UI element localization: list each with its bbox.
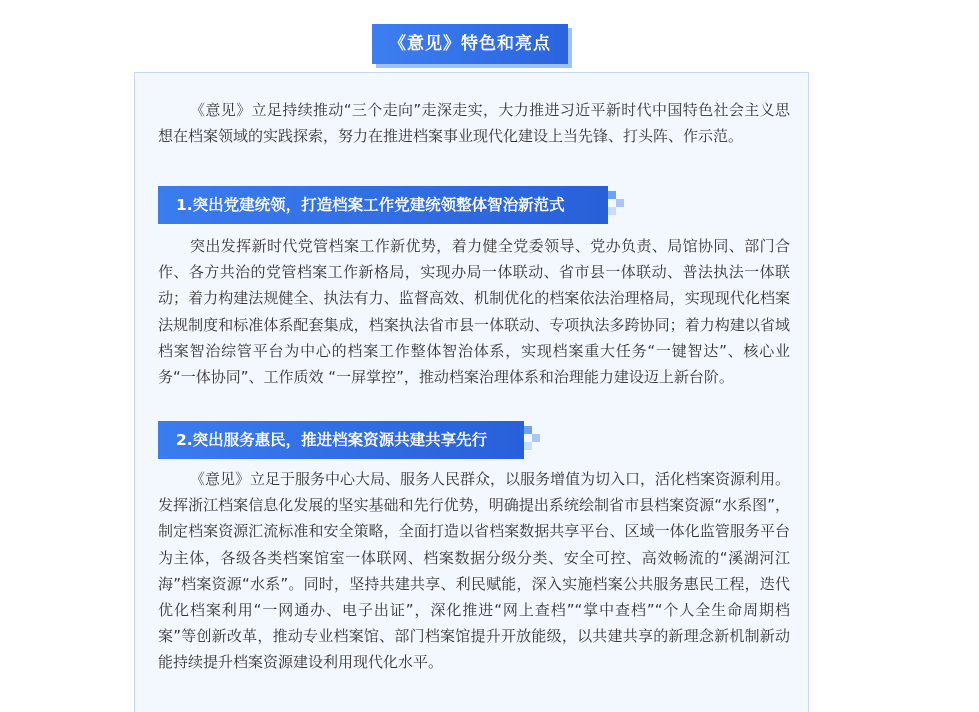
intro-paragraph: 《意见》立足持续推动“三个走向”走深走实，大力推进习近平新时代中国特色社会主义思想在档案领域的实践探索，努力在推进档案事业现代化建设上当先锋、打头阵、作示范。 — [158, 101, 790, 146]
pixel-decoration — [532, 434, 540, 442]
banner-title: 《意见》特色和亮点 — [372, 24, 568, 64]
pixel-decoration — [608, 207, 616, 215]
section-1-heading — [158, 186, 628, 224]
pixel-decoration — [524, 426, 532, 434]
section-2-heading — [158, 421, 548, 459]
section-2-body: 《意见》立足于服务中心大局、服务人民群众，以服务增值为切入口，活化档案资源利用。发挥浙江档案信息化发展的坚实基础和先行优势，明确提出系统绘制省市县档案资源“水系图”，制定档案资源汇流标准和安全策略，全面打造以省档案数据共享平台、区域一体化监管服务平台为主体，各级各类档案馆室一体联网、档案数据分级分类、安全可控、高效畅流的“溪湖河江海”档案资源“水系”。同时，坚持共建共享、利民赋能，深入实施档案公共服务惠民工程，迭代优化档案利用“一网通办、电子出证”，深化推进“网上查档”“掌中查档”“个人全生命周期档案”等创新改革，推动专业档案馆、部门档案馆提升开放能级，以共建共享的新理念新机制新动能持续提升档案资源建设利用现代化水平。 — [158, 470, 791, 672]
section-banner — [372, 24, 572, 68]
section-1-heading-text: 1.突出党建统领，打造档案工作党建统领整体智治新范式 — [158, 186, 608, 224]
pixel-decoration — [616, 199, 624, 207]
section-1-body: 突出发挥新时代党管档案工作新优势，着力健全党委领导、党办负责、局馆协同、部门合作、各方共治的党管档案工作新格局，实现办局一体联动、省市县一体联动、普法执法一体联动；着力构建法规健全、执法有力、监督高效、机制优化的档案依法治理格局，实现现代化档案法规制度和标准体系配套集成，档案执法省市县一体联动、专项执法多跨协同；着力构建以省域档案智治综管平台为中心的档案工作整体智治体系，实现档案重大任务“一键智达”、核心业务“一体协同”、工作质效 “一屏掌控”，推动档案治理体系和治理能力建设迈上新台阶。 — [158, 237, 790, 387]
section-2-heading-text: 2.突出服务惠民，推进档案资源共建共享先行 — [158, 421, 524, 459]
pixel-decoration — [608, 191, 616, 199]
pixel-decoration — [524, 442, 532, 450]
